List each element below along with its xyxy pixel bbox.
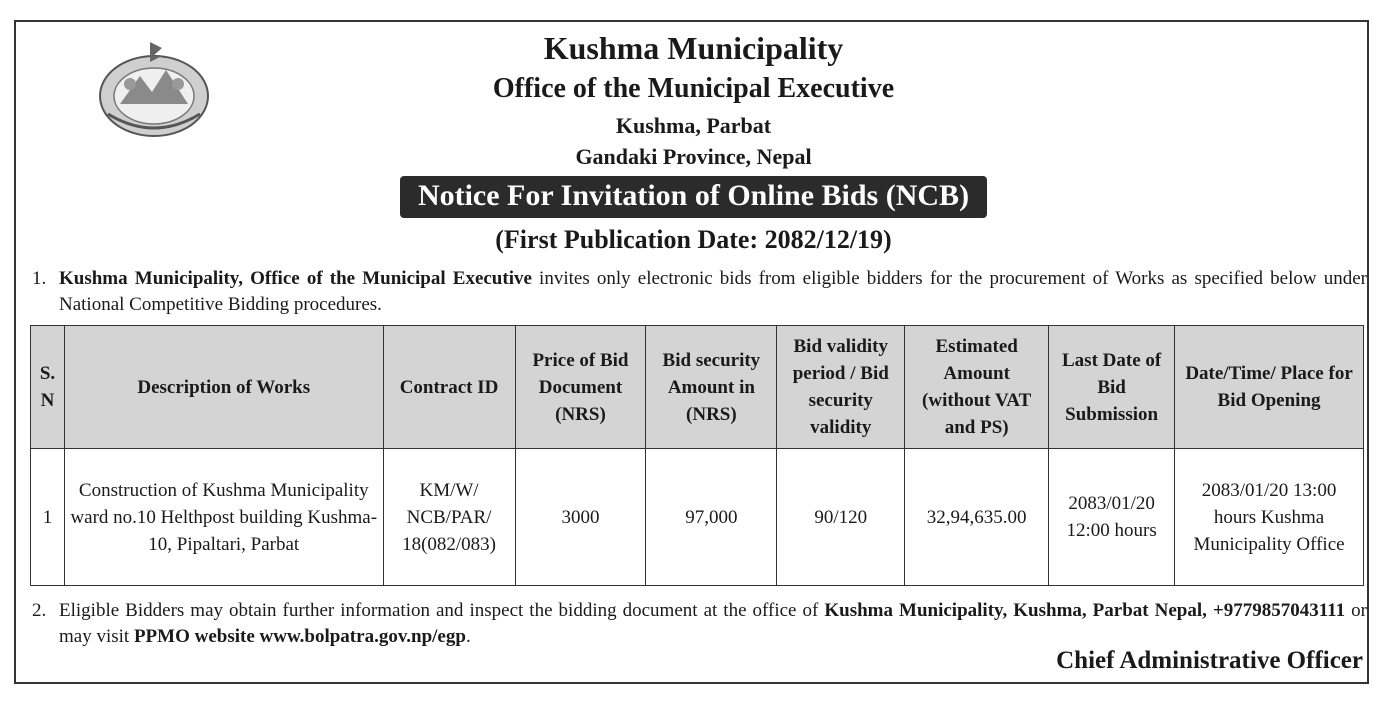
paragraph-2 <box>32 598 1367 650</box>
header-validity: Bid validity period / Bid security validity <box>777 326 905 449</box>
header-opening: Date/Time/ Place for Bid Opening <box>1175 326 1364 449</box>
contact-info: Kushma Municipality, Kushma, Parbat Nepal, +9779857043111 <box>824 600 1346 621</box>
header-description: Description of Works <box>64 326 383 449</box>
cell-sn: 1 <box>31 449 65 586</box>
paragraph-text: invites only electronic bids from eligible bidders for the procurement of Works as specified below under National Competitive Bidding procedures. <box>59 268 1367 315</box>
bids-table <box>30 325 1364 586</box>
cell-last-date: 2083/01/20 12:00 hours <box>1049 449 1175 586</box>
cell-contract-id: KM/W/ NCB/PAR/ 18(082/083) <box>383 449 515 586</box>
paragraph-text: Eligible Bidders may obtain further information and inspect the bidding document at the office of <box>59 600 825 621</box>
table-row <box>31 449 1364 586</box>
paragraph-bold: Kushma Municipality, Office of the Municipal Executive <box>59 268 532 289</box>
cell-estimated: 32,94,635.00 <box>905 449 1049 586</box>
header-estimated: Estimated Amount (without VAT and PS) <box>905 326 1049 449</box>
signoff-title: Chief Administrative Officer <box>1056 647 1363 674</box>
publication-date: (First Publication Date: 2082/12/19) <box>495 225 892 254</box>
cell-validity: 90/120 <box>777 449 905 586</box>
cell-price: 3000 <box>515 449 646 586</box>
cell-opening: 2083/01/20 13:00 hours Kushma Municipality Office <box>1175 449 1364 586</box>
header-contract-id: Contract ID <box>383 326 515 449</box>
office-name: Office of the Municipal Executive <box>492 73 895 104</box>
header-last-date: Last Date of Bid Submission <box>1049 326 1175 449</box>
paragraph-1 <box>32 266 1367 318</box>
notice-title: Notice For Invitation of Online Bids (NCB) <box>400 176 987 218</box>
cell-description: Construction of Kushma Municipality ward no.10 Helthpost building Kushma- 10, Pipaltari, Parbat <box>64 449 383 586</box>
paragraph-number: 1. <box>32 268 47 289</box>
header-sn: S. N <box>31 326 65 449</box>
header-price: Price of Bid Document (NRS) <box>515 326 646 449</box>
header-security: Bid security Amount in (NRS) <box>646 326 777 449</box>
table-header-row <box>31 326 1364 449</box>
office-province: Gandaki Province, Nepal <box>575 144 812 169</box>
cell-security: 97,000 <box>646 449 777 586</box>
paragraph-text: or may visit <box>59 600 1367 647</box>
org-name: Kushma Municipality <box>543 30 844 66</box>
paragraph-text: . <box>465 626 471 647</box>
office-location: Kushma, Parbat <box>615 113 772 138</box>
paragraph-number: 2. <box>32 600 47 621</box>
ppmo-website-link[interactable]: PPMO website www.bolpatra.gov.np/egp <box>133 626 466 647</box>
notice-banner <box>0 176 1387 218</box>
